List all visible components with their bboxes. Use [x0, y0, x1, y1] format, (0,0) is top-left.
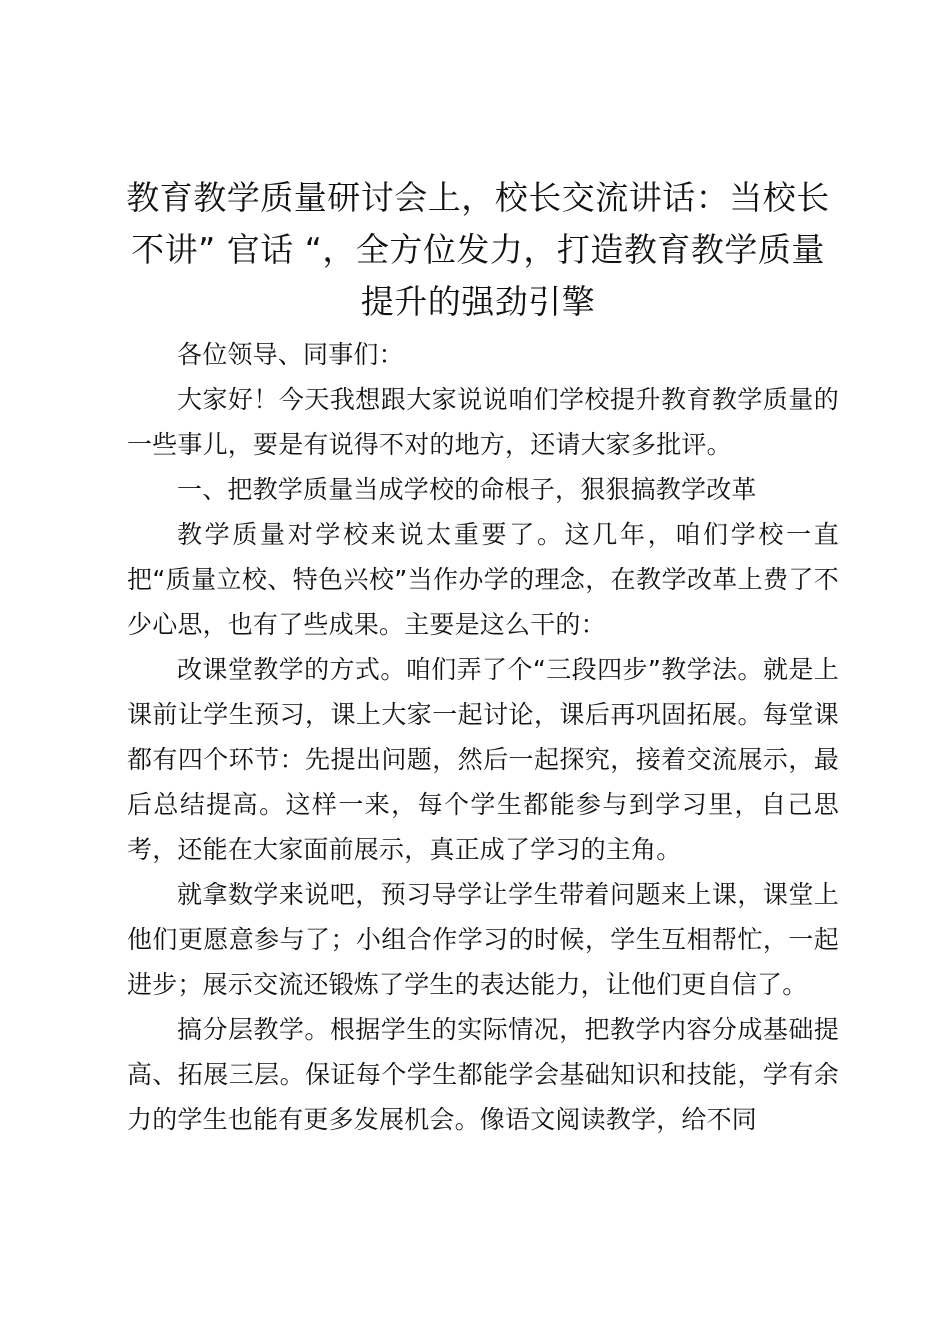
paragraph: 就拿数学来说吧，预习导学让学生带着问题来上课，课堂上他们更愿意参与了；小组合作学习的时候，学生互相帮忙，一起进步；展示交流还锻炼了学生的表达能力，让他们更自信了。: [127, 880, 839, 999]
document-body: [127, 332, 839, 1142]
document-title: 教育教学质量研讨会上，校长交流讲话：当校长不讲” 官话 “，全方位发力，打造教育教学质量提升的强劲引擎: [126, 178, 830, 321]
paragraph: 大家好！今天我想跟大家说说咱们学校提升教育教学质量的一些事儿，要是有说得不对的地方，还请大家多批评。: [127, 385, 839, 459]
paragraph: 改课堂教学的方式。咱们弄了个“三段四步”教学法。就是上课前让学生预习，课上大家一起讨论，课后再巩固拓展。每堂课都有四个环节：先提出问题，然后一起探究，接着交流展示，最后总结提高。这样一来，每个学生都能参与到学习里，自己思考，还能在大家面前展示，真正成了学习的主角。: [127, 655, 839, 864]
paragraph: 教学质量对学校来说太重要了。这几年，咱们学校一直把“质量立校、特色兴校”当作办学的理念，在教学改革上费了不少心思，也有了些成果。主要是这么干的：: [127, 520, 839, 639]
paragraph: 搞分层教学。根据学生的实际情况，把教学内容分成基础提高、拓展三层。保证每个学生都能学会基础知识和技能，学有余力的学生也能有更多发展机会。像语文阅读教学，给不同: [127, 1015, 839, 1134]
section-heading: 一、把教学质量当成学校的命根子，狠狠搞教学改革: [177, 475, 757, 504]
greeting: 各位领导、同事们：: [177, 340, 404, 369]
